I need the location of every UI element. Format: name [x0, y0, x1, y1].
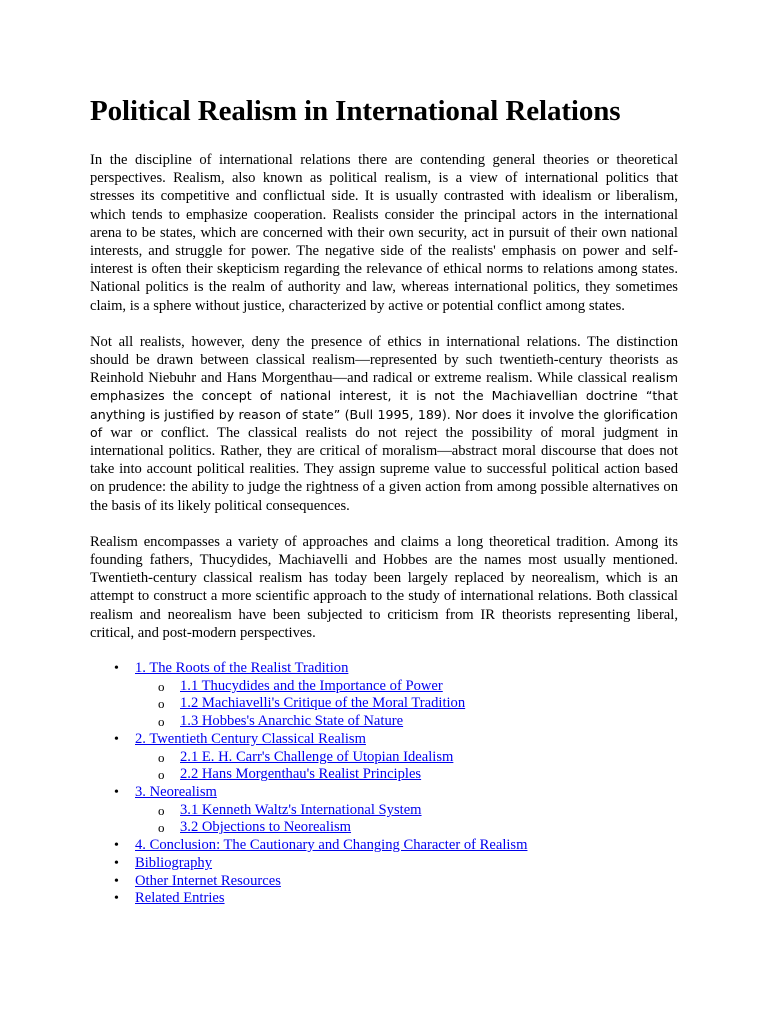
- toc-link-waltz[interactable]: 3.1 Kenneth Waltz's International System: [180, 801, 422, 818]
- toc-subitem: [90, 713, 678, 731]
- toc-item: [90, 855, 678, 873]
- bullet-icon: •: [114, 661, 119, 677]
- toc-link-hobbes[interactable]: 1.3 Hobbes's Anarchic State of Nature: [180, 713, 404, 730]
- toc-link-thucydides[interactable]: 1.1 Thucydides and the Importance of Power: [180, 677, 443, 694]
- toc-link-classical-realism[interactable]: 2. Twentieth Century Classical Realism: [135, 730, 366, 747]
- toc-item: [90, 660, 678, 731]
- toc-item: [90, 784, 678, 837]
- toc-link-morgenthau[interactable]: 2.2 Hans Morgenthau's Realist Principles: [180, 766, 422, 783]
- toc-subitem: [90, 695, 678, 713]
- circle-bullet-icon: o: [158, 767, 165, 783]
- intro-paragraph-3: Realism encompasses a variety of approaches and claims a long theoretical tradition. Among its founding fathers, Thucydides, Machiavelli and Hobbes are the names most usually mentioned. Twentieth-century classical realism has today been largely replaced by neorealism, which is an attempt to construct a more scientific approach to the study of international relations. Both classical realism and neorealism have been subjected to criticism from IR theorists representing liberal, critical, and post-modern perspectives.: [90, 533, 678, 641]
- circle-bullet-icon: o: [158, 820, 165, 836]
- toc-item: [90, 890, 678, 908]
- toc-link-conclusion[interactable]: 4. Conclusion: The Cautionary and Changing Character of Realism: [135, 837, 528, 854]
- bullet-icon: •: [114, 731, 119, 747]
- toc-subitem: [90, 678, 678, 696]
- bullet-icon: •: [114, 855, 119, 871]
- toc-link-neorealism[interactable]: 3. Neorealism: [135, 784, 217, 800]
- circle-bullet-icon: o: [158, 696, 165, 712]
- page-title: Political Realism in International Relations: [90, 95, 621, 127]
- circle-bullet-icon: o: [158, 749, 165, 765]
- table-of-contents: [90, 660, 678, 908]
- toc-item: [90, 837, 678, 855]
- toc-link-other-internet-resources[interactable]: Other Internet Resources: [135, 872, 281, 889]
- toc-link-machiavelli[interactable]: 1.2 Machiavelli's Critique of the Moral Tradition: [180, 695, 466, 712]
- intro-paragraph-1: In the discipline of international relations there are contending general theories or theoretical perspectives. Realism, also known as political realism, is a view of international politics that stresses its competitive and conflictual side. It is usually contrasted with idealism or liberalism, which tends to emphasize cooperation. Realists consider the principal actors in the international arena to be states, which are concerned with their own security, act in pursuit of their own national interests, and struggle for power. The negative side of the realists' emphasis on power and self-interest is often their skepticism regarding the relevance of ethical norms to relations among states. National politics is the realm of authority and law, whereas international politics, they sometimes claim, is a sphere without justice, characterized by active or potential conflict among states.: [90, 152, 678, 314]
- toc-link-roots-realist-tradition[interactable]: 1. The Roots of the Realist Tradition: [135, 660, 349, 677]
- circle-bullet-icon: o: [158, 714, 165, 730]
- toc-link-objections-neorealism[interactable]: 3.2 Objections to Neorealism: [180, 819, 352, 836]
- paragraph-2-part-a: Not all realists, however, deny the presence of ethics in international relations. The distinction should be drawn between classical realism—represented by such twentieth-century theorists as Reinhold Niebuhr and Hans Morgenthau—and radical or extreme realism. While classical: [90, 333, 678, 387]
- toc-sublist: [135, 802, 678, 837]
- toc-subitem: [90, 749, 678, 767]
- toc-subitem: [90, 802, 678, 820]
- toc-item: [90, 873, 678, 891]
- toc-link-bibliography[interactable]: Bibliography: [135, 854, 213, 871]
- bullet-icon: •: [114, 873, 119, 889]
- toc-sublist: [135, 678, 678, 731]
- toc-link-related-entries[interactable]: Related Entries: [135, 890, 225, 907]
- bullet-icon: •: [114, 891, 119, 907]
- toc-subitem: [90, 766, 678, 784]
- toc-link-carr[interactable]: 2.1 E. H. Carr's Challenge of Utopian Idealism: [180, 748, 454, 765]
- document-page: [90, 94, 678, 908]
- toc-sublist: [135, 749, 678, 784]
- paragraph-2-part-b: realism emphasizes the concept of national interest, it is not the Machiavellian doctrine “that anything is justified by reason of state” (Bull 1995, 189). Nor does it involve the glorification of: [90, 370, 678, 440]
- toc-subitem: [90, 819, 678, 837]
- circle-bullet-icon: o: [158, 802, 165, 818]
- bullet-icon: •: [114, 785, 119, 800]
- intro-paragraph-2: [90, 333, 678, 515]
- circle-bullet-icon: o: [158, 678, 165, 694]
- bullet-icon: •: [114, 838, 119, 854]
- paragraph-2-part-c: war or conflict. The classical realists do not reject the possibility of moral judgment in international politics. Rather, they are critical of moralism—abstract moral discourse that does not take into account political realities. They assign supreme value to successful political action based on prudence: the ability to judge the rightness of a given action from among possible alternatives on the basis of its likely political consequences.: [90, 424, 678, 514]
- toc-item: [90, 731, 678, 784]
